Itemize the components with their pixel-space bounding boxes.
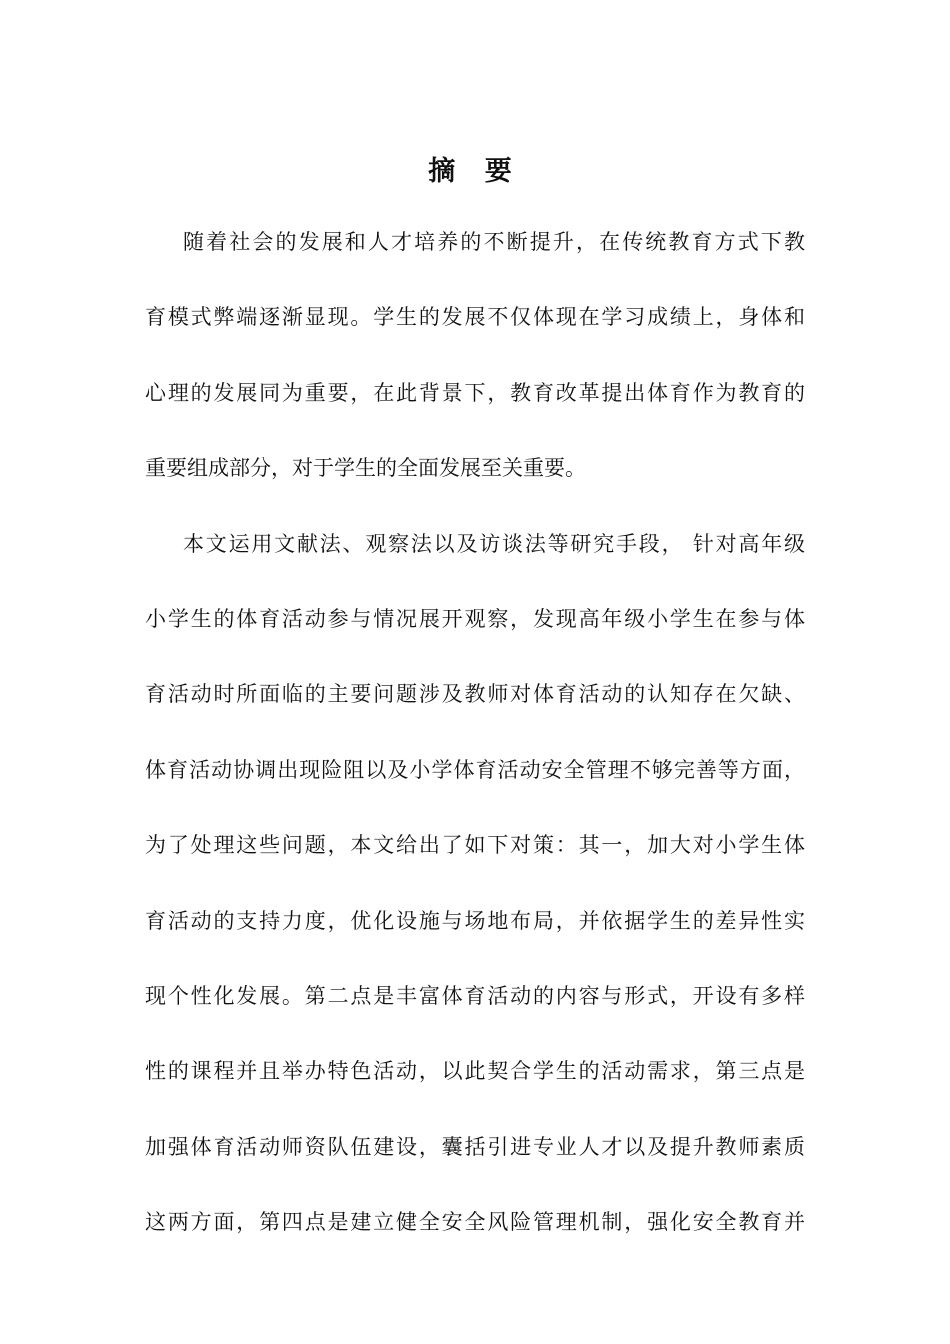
paragraph-line: 育活动时所面临的主要问题涉及教师对体育活动的认知存在欠缺、 [145, 682, 805, 707]
paragraph-line: 这两方面，第四点是建立健全安全风险管理机制，强化安全教育并 [145, 1210, 805, 1235]
paragraph-line: 心理的发展同为重要，在此背景下，教育改革提出体育作为教育的 [145, 380, 805, 405]
paragraph-line: 体育活动协调出现险阻以及小学体育活动安全管理不够完善等方面， [145, 757, 805, 782]
paragraph-line: 重要组成部分，对于学生的全面发展至关重要。 [145, 456, 586, 481]
abstract-body [145, 219, 805, 1274]
paragraph-line: 为了处理这些问题，本文给出了如下对策：其一，加大对小学生体 [145, 833, 805, 858]
abstract-title: 摘 要 [428, 156, 522, 187]
paragraph-line: 育活动的支持力度，优化设施与场地布局，并依据学生的差异性实 [145, 908, 805, 933]
paragraph-line: 性的课程并且举办特色活动，以此契合学生的活动需求，第三点是 [145, 1059, 805, 1084]
paragraph-line: 小学生的体育活动参与情况展开观察，发现高年级小学生在参与体 [145, 606, 805, 631]
paragraph-line: 现个性化发展。第二点是丰富体育活动的内容与形式，开设有多样 [145, 983, 805, 1008]
paragraph-line: 随着社会的发展和人才培养的不断提升，在传统教育方式下教 [183, 230, 805, 254]
paragraph-line: 加强体育活动师资队伍建设，囊括引进专业人才以及提升教师素质 [145, 1134, 805, 1159]
paragraph-line: 本文运用文献法、观察法以及访谈法等研究手段， 针对高年级 [183, 531, 805, 556]
paragraph-line: 育模式弊端逐渐显现。学生的发展不仅体现在学习成绩上，身体和 [145, 305, 805, 330]
